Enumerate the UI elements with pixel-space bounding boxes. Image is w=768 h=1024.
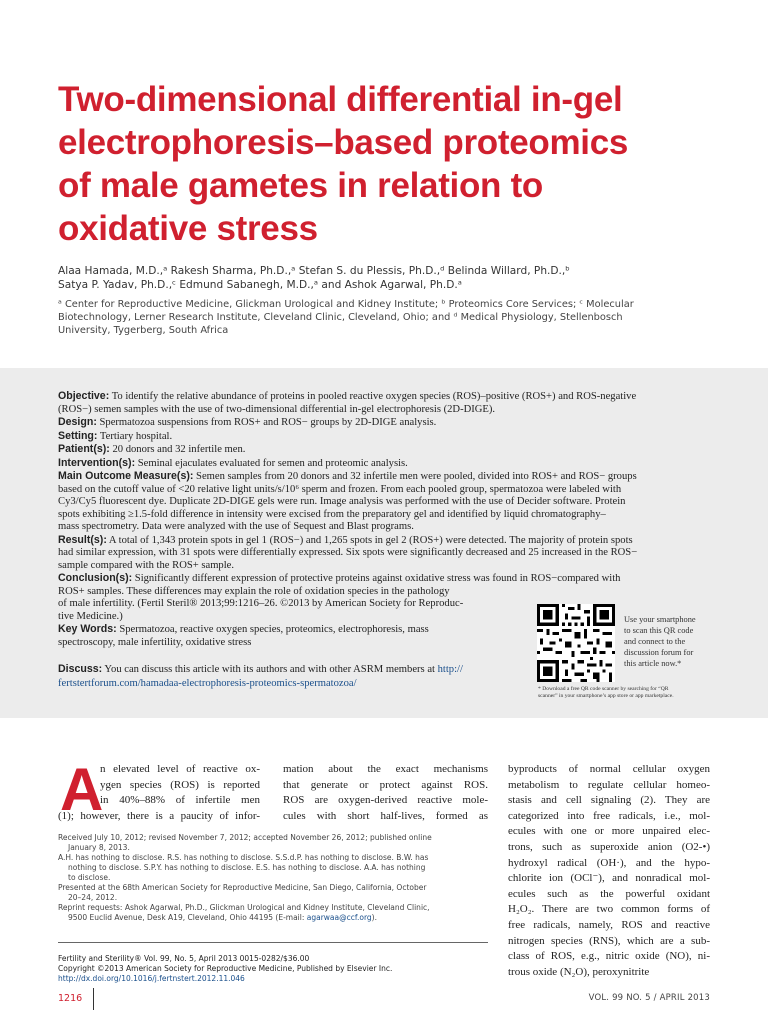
footer-divider [93,988,94,1010]
page-number: 1216 [58,993,83,1004]
article-footnotes: Received July 10, 2012; revised November 7, 2012; accepted November 26, 2012; published online January 8, 2013. A.H. has nothing to disclose. R.S. has nothing to disclose. S.S.d.P. has nothing to disclose. B.W. has nothing to disclose. S.P.Y. has nothing to disclose. E.S. has nothing to disclose. A.A. has nothing to disclose. Presented at the 68th American Society for Reproductive Medicine, San Diego, California, October 20–24, 2012. Reprint requests: Ashok Agarwal, Ph.D., Glickman Urological and Kidney Institute, Cleveland Clinic, 9500 Euclid Avenue, Desk A19, Cleveland, Ohio 44195 (E-mail: agarwaa@ccf.org). [58,833,432,922]
forum-link[interactable]: fertstertforum.com/hamadaa-electrophoresis-proteomics-spermatozoa/ [58,678,357,689]
qr-footnote: * Download a free QR code scanner by searching for “QR scanner” in your smartphone’s app store or app marketplace. [538,686,674,699]
email-link[interactable]: agarwaa@ccf.org [306,913,372,922]
affiliation-line: ᵃ Center for Reproductive Medicine, Glickman Urological and Kidney Institute; ᵇ Proteomics Core Services; ᶜ Molecular [58,299,634,310]
forum-link-start[interactable]: http:// [437,664,463,675]
title-line: electrophoresis–based proteomics [58,123,629,162]
body-column-3: byproducts of normal cellular oxygen metabolism to regulate cellular homeo- stasis and cell signaling (2). They are categorized into free radicals, i.e., mol- ecules with one or more unpaired elec- trons, such as superoxide anion (O2-•) hydroxyl radical (OH·), and the hypo- chlorite ion (OCl⁻), and nonradical mol- ecules such as the powerful oxidant H₂O₂. There are two common forms of free radicals, namely, ROS and reactive nitrogen species (RNS), which are a sub- class of ROS, e.g., nitric oxide (NO), ni- trous oxide (N₂O), peroxynitrite [508,763,710,978]
author-list [58,264,718,292]
journal-info: Fertility and Sterility® Vol. 99, No. 5, April 2013 0015-0282/$36.00 Copyright ©2013 American Society for Reproductive Medicine, Published by Elsevier Inc. http://dx.doi.org/10.1016/j.fertnstert.2012.11.046 [58,954,488,984]
body-column-1-last: (1); however, there is a paucity of infor- [58,810,260,822]
article-title [58,78,718,250]
discussion-forum: Discuss: You can discuss this article with its authors and with other ASRM members at http:// fertstertforum.com/hamadaa-electrophoresis-proteomics-spermatozoa/ [58,662,528,691]
conclusions-label: Conclusion(s): [58,572,133,584]
setting-label: Setting: [58,429,98,442]
author-line: Satya P. Yadav, Ph.D.,ᶜ Edmund Sabanegh, M.D.,ᵃ and Ashok Agarwal, Ph.D.ᵃ [58,279,462,291]
body-column-2: mation about the exact mechanisms that generate or protect against ROS. ROS are oxygen-derived reactive mole- cules with short half-lives, formed as [283,763,488,822]
intervention-label: Intervention(s): [58,456,136,469]
body-column-1: n elevated level of reactive ox- ygen species (ROS) is reported in 40%–88% of infertile men [100,763,260,807]
discuss-label: Discuss: [58,663,103,675]
title-line: Two-dimensional differential in-gel [58,80,623,119]
design-label: Design: [58,416,97,428]
abstract-text: Objective: To identify the relative abundance of proteins in pooled reactive oxygen species (ROS)–positive (ROS+) and ROS-negative (ROS−) semen samples with the use of two-dimensional differential in-gel electrophoresis (2D-DIGE). Design: Spermatozoa suspensions from ROS+ and ROS− groups by 2D-DIGE analysis. Setting: Tertiary hospital. Patient(s): 20 donors and 32 infertile men. Intervention(s): Seminal ejaculates evaluated for semen and proteomic analysis. Main Outcome Measure(s): Semen samples from 20 donors and 32 infertile men were pooled, divided into ROS+ and ROS− groups based on the cutoff value of <20 relative light units/s/10⁶ sperm and frozen. From each pooled group, spermatozoa were labeled with Cy3/Cy5 fluorescent dye. Duplicate 2D-DIGE gels were run. Image analysis was performed with the use of Decider software. Protein spots exhibiting ≥1.5-fold difference in intensity were excised from the preparatory gel and identified by liquid chromatography– mass spectrometry. Data were analyzed with the use of Sequest and Blast programs. Result(s): A total of 1,343 protein spots in gel 1 (ROS−) and 1,265 spots in gel 2 (ROS+) were detected. The majority of protein spots had similar expression, with 31 spots were differentially expressed. Six spots were significantly decreased and 25 increased in the ROS− sample compared with the ROS+ sample. Conclusion(s): Significantly different expression of protective proteins against oxidative stress was found in ROS−compared with ROS+ samples. These differences may explain the role of oxidation species in the pathology of male infertility. (Fertil Steril® 2013;99:1216–26. ©2013 by American Society for Reproduc- tive Medicine.) Key Words: Spermatozoa, reactive oxygen species, proteomics, electrophoresis, mass spectroscopy, male infertility, oxidative stress [58,390,638,648]
affiliation-line: Biotechnology, Lerner Research Institute, Cleveland Clinic, Cleveland, Ohio; and ᵈ Medical Physiology, Stellenbosch [58,312,623,323]
title-line: oxidative stress [58,209,318,248]
doi-link[interactable]: http://dx.doi.org/10.1016/j.fertnstert.2012.11.046 [58,974,245,983]
qr-instructions: Use your smartphone to scan this QR code and connect to the discussion forum for this article now.* [624,615,696,668]
outcome-label: Main Outcome Measure(s): [58,470,194,482]
affiliation-line: University, Tygerberg, South Africa [58,325,229,336]
affiliations [58,298,718,337]
keywords-label: Key Words: [58,623,117,635]
qr-code[interactable] [537,604,615,682]
patients-label: Patient(s): [58,443,110,455]
drop-cap: A [60,756,104,823]
author-line: Alaa Hamada, M.D.,ᵃ Rakesh Sharma, Ph.D.,ᵃ Stefan S. du Plessis, Ph.D.,ᵈ Belinda Willard, Ph.D.,ᵇ [58,265,570,277]
results-label: Result(s): [58,533,107,546]
title-line: of male gametes in relation to [58,166,543,205]
objective-label: Objective: [58,390,110,402]
issue-info: VOL. 99 NO. 5 / APRIL 2013 [588,993,710,1003]
footnote-divider [58,942,488,943]
